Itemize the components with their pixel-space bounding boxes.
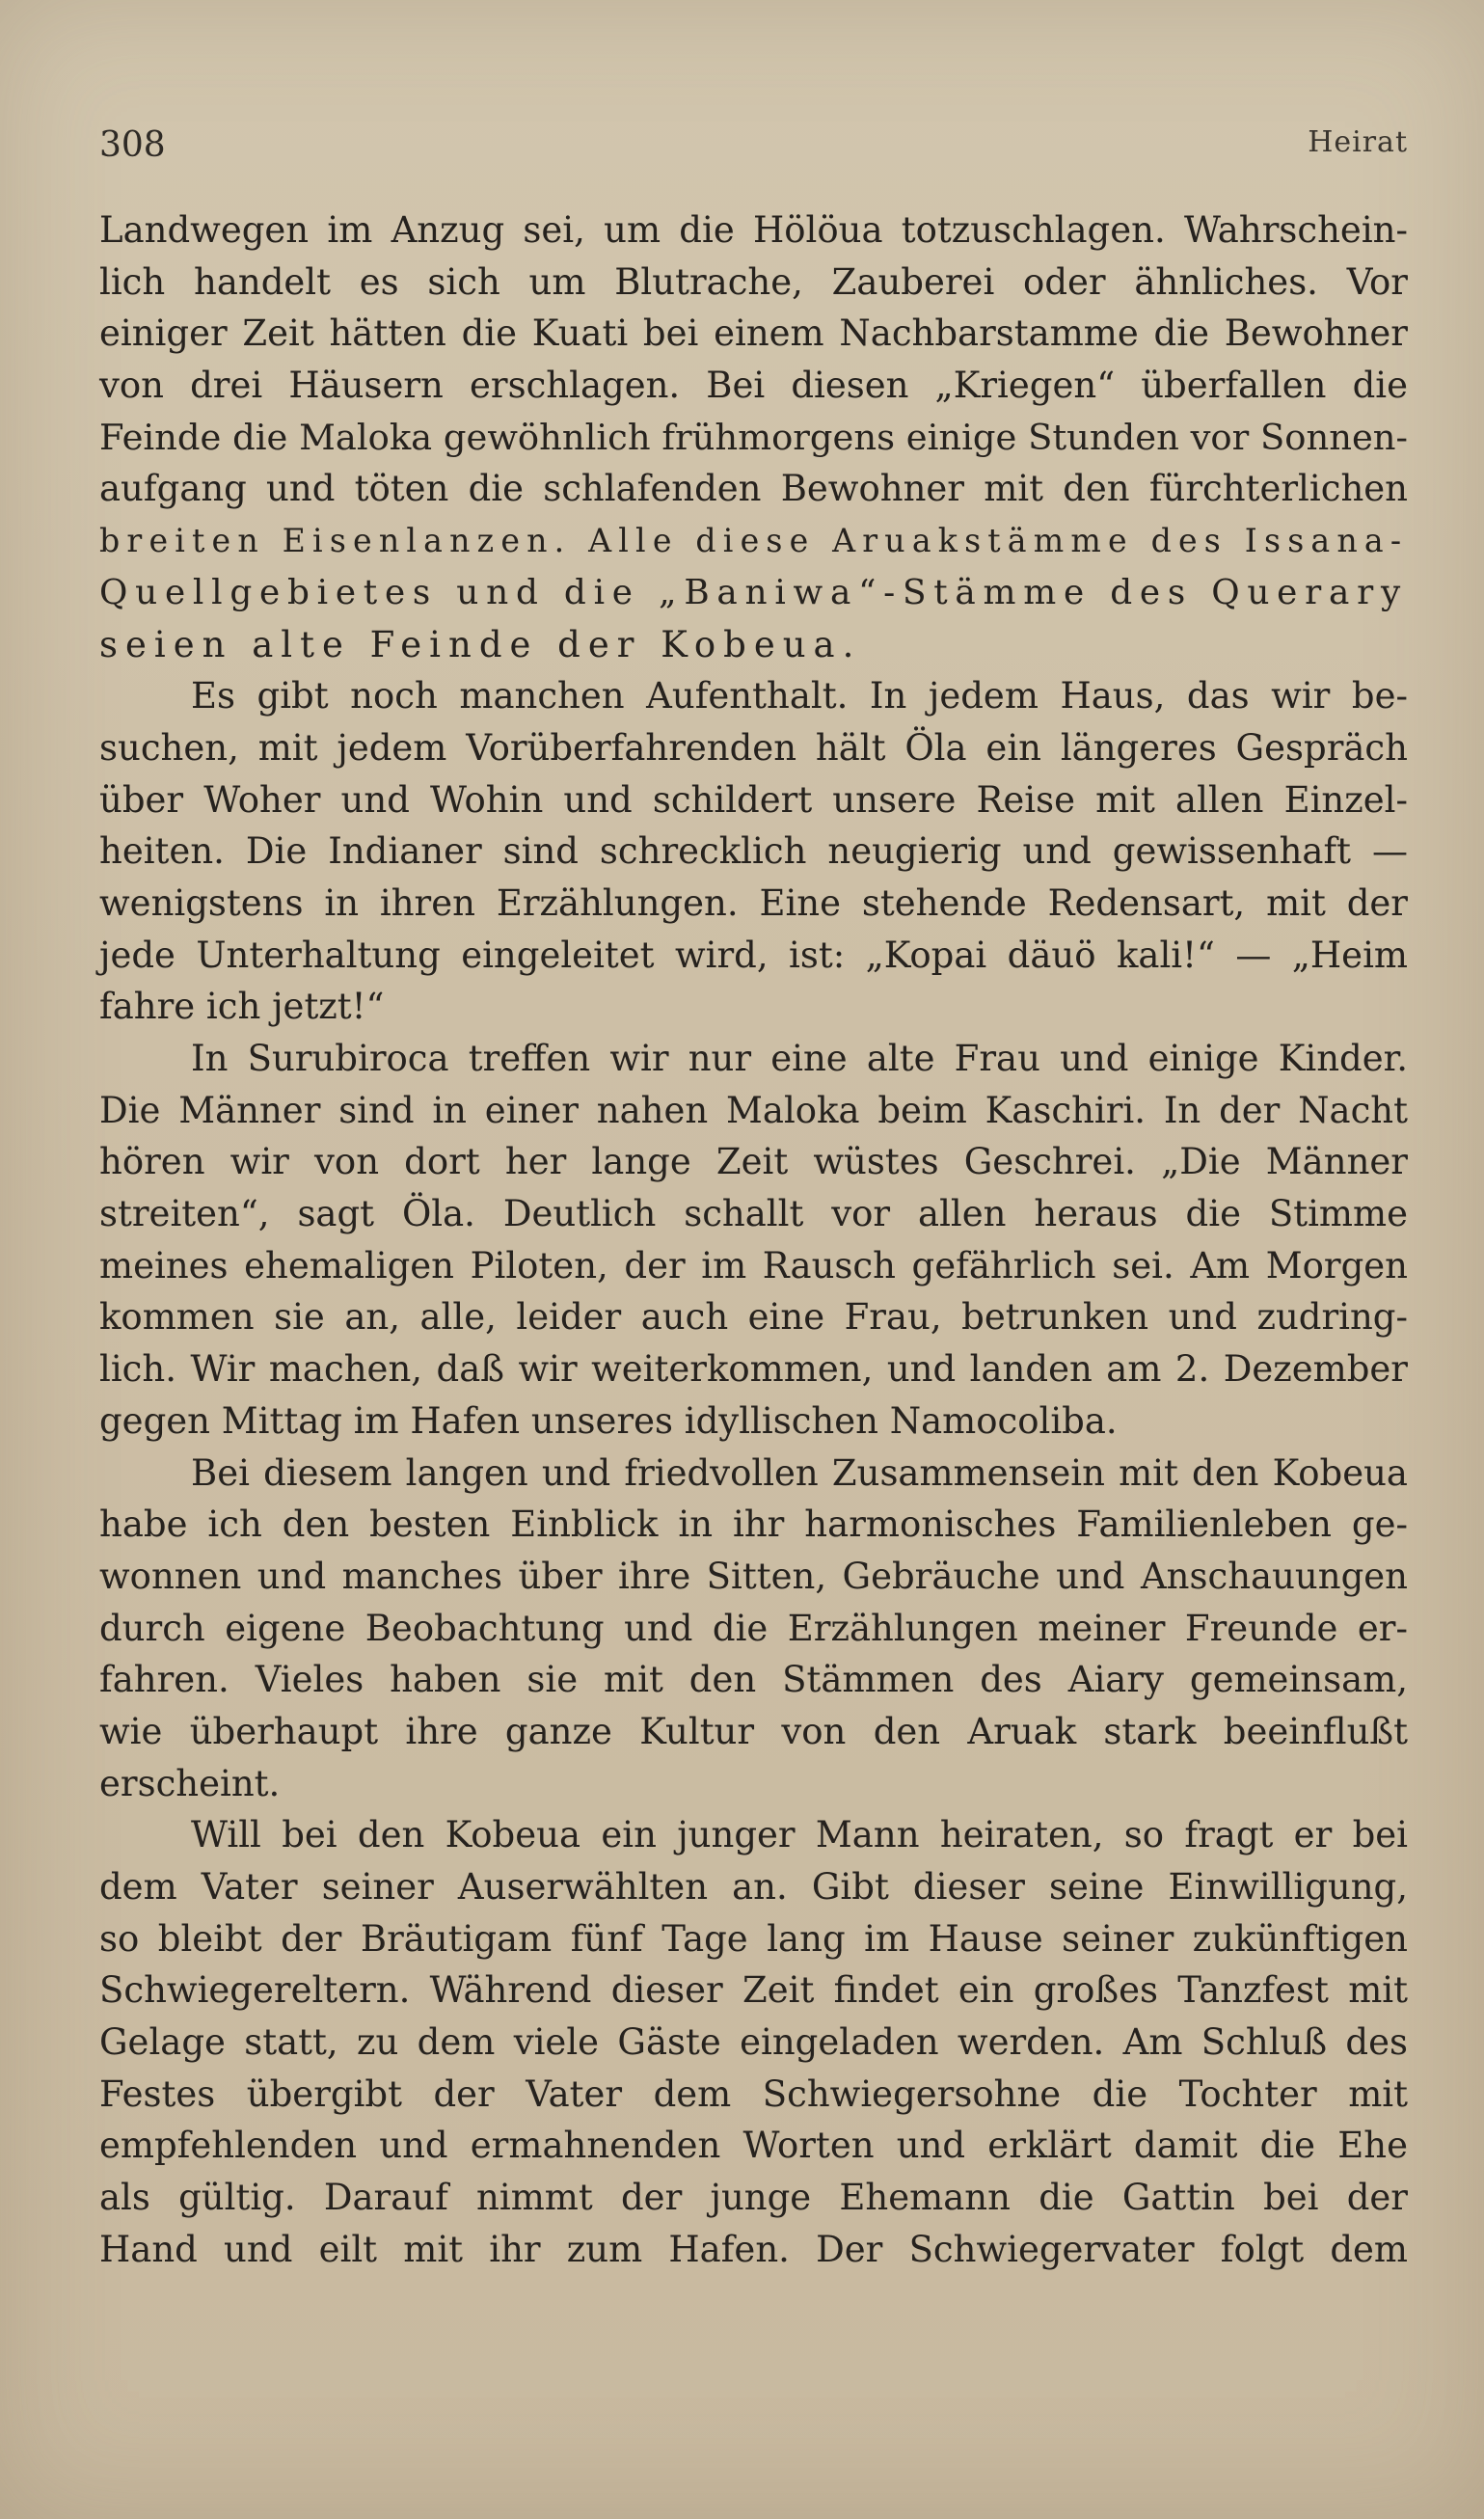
text-line: wenigstens in ihren Erzählungen. Eine stehende Redensart, mit der	[99, 881, 1408, 924]
text-line: wonnen und manches über ihre Sitten, Gebräuche und Anschauungen	[99, 1555, 1408, 1597]
text-line: Quellgebietes und die „Baniwa“-Stämme des Querary	[99, 572, 1408, 612]
text-line: lich handelt es sich um Blutrache, Zauberei oder ähnliches. Vor	[99, 260, 1408, 303]
text-line: heiten. Die Indianer sind schrecklich neugierig und gewissenhaft —	[99, 830, 1408, 873]
text-line: empfehlenden und ermahnenden Worten und erklärt damit die Ehe	[99, 2125, 1408, 2167]
text-line: breiten Eisenlanzen. Alle diese Aruakstämme des Issana-	[99, 522, 1409, 560]
text-line: durch eigene Beobachtung und die Erzählungen meiner Freunde er-	[99, 1607, 1408, 1649]
page-number: 308	[99, 125, 166, 165]
text-line: habe ich den besten Einblick in ihr harmonisches Familienleben ge-	[99, 1503, 1408, 1546]
text-line: von drei Häusern erschlagen. Bei diesen „Kriegen“ überfallen die	[99, 365, 1408, 407]
text-line: Es gibt noch manchen Aufenthalt. In jedem Haus, das wir be-	[191, 675, 1408, 718]
text-line: Festes übergibt der Vater dem Schwiegersohne die Tochter mit	[99, 2072, 1408, 2115]
text-line: über Woher und Wohin und schildert unsere Reise mit allen Einzel-	[99, 778, 1408, 821]
text-line: In Surubiroca treffen wir nur eine alte Frau und einige Kinder.	[191, 1038, 1408, 1079]
text-line: Will bei den Kobeua ein junger Mann heiraten, so fragt er bei	[191, 1814, 1408, 1856]
text-line: Landwegen im Anzug sei, um die Hölöua totzuschlagen. Wahrschein-	[99, 209, 1408, 251]
text-line: Die Männer sind in einer nahen Maloka beim Kaschiri. In der Nacht	[99, 1089, 1408, 1131]
text-line: aufgang und töten die schlafenden Bewohner mit den fürchterlichen	[99, 468, 1408, 510]
text-line: kommen sie an, alle, leider auch eine Frau, betrunken und zudring-	[99, 1296, 1408, 1339]
text-line: fahre ich jetzt!“	[99, 986, 385, 1028]
running-head: Heirat	[1308, 125, 1408, 159]
text-line: Gelage statt, zu dem viele Gäste eingeladen werden. Am Schluß des	[99, 2021, 1408, 2064]
text-line: wie überhaupt ihre ganze Kultur von den Aruak stark beeinflußt	[99, 1710, 1408, 1752]
text-line: meines ehemaligen Piloten, der im Rausch gefährlich sei. Am Morgen	[99, 1244, 1408, 1287]
text-line: so bleibt der Bräutigam fünf Tage lang im Hause seiner zukünftigen	[99, 1917, 1408, 1960]
text-line: als gültig. Darauf nimmt der junge Ehemann die Gattin bei der	[99, 2177, 1408, 2219]
text-line: Bei diesem langen und friedvollen Zusammensein mit den Kobeua	[191, 1451, 1408, 1494]
text-line: dem Vater seiner Auserwählten an. Gibt dieser seine Einwilligung,	[99, 1866, 1408, 1908]
body-text	[99, 204, 1408, 2276]
text-line: lich. Wir machen, daß wir weiterkommen, und landen am 2. Dezember	[99, 1348, 1408, 1391]
text-line: Hand und eilt mit ihr zum Hafen. Der Schwiegervater folgt dem	[99, 2228, 1408, 2270]
text-line: Schwiegereltern. Während dieser Zeit findet ein großes Tanzfest mit	[99, 1969, 1408, 2012]
text-line: erscheint.	[99, 1762, 281, 1804]
text-line: fahren. Vieles haben sie mit den Stämmen des Aiary gemeinsam,	[99, 1659, 1408, 1701]
text-line: streiten“, sagt Öla. Deutlich schallt vor allen heraus die Stimme	[99, 1193, 1408, 1235]
text-line: gegen Mittag im Hafen unseres idyllischen Namocoliba.	[99, 1399, 1118, 1442]
page-header	[99, 118, 1408, 166]
text-line: seien alte Feinde der Kobeua.	[99, 623, 862, 665]
text-line: einiger Zeit hätten die Kuati bei einem Nachbarstamme die Bewohner	[99, 312, 1408, 355]
text-line: jede Unterhaltung eingeleitet wird, ist: „Kopai däuö kali!“ — „Heim	[99, 934, 1408, 976]
text-line: hören wir von dort her lange Zeit wüstes Geschrei. „Die Männer	[99, 1141, 1408, 1183]
text-line: suchen, mit jedem Vorüberfahrenden hält Öla ein längeres Gespräch	[99, 726, 1408, 769]
text-line: Feinde die Maloka gewöhnlich frühmorgens einige Stunden vor Sonnen-	[99, 416, 1408, 458]
